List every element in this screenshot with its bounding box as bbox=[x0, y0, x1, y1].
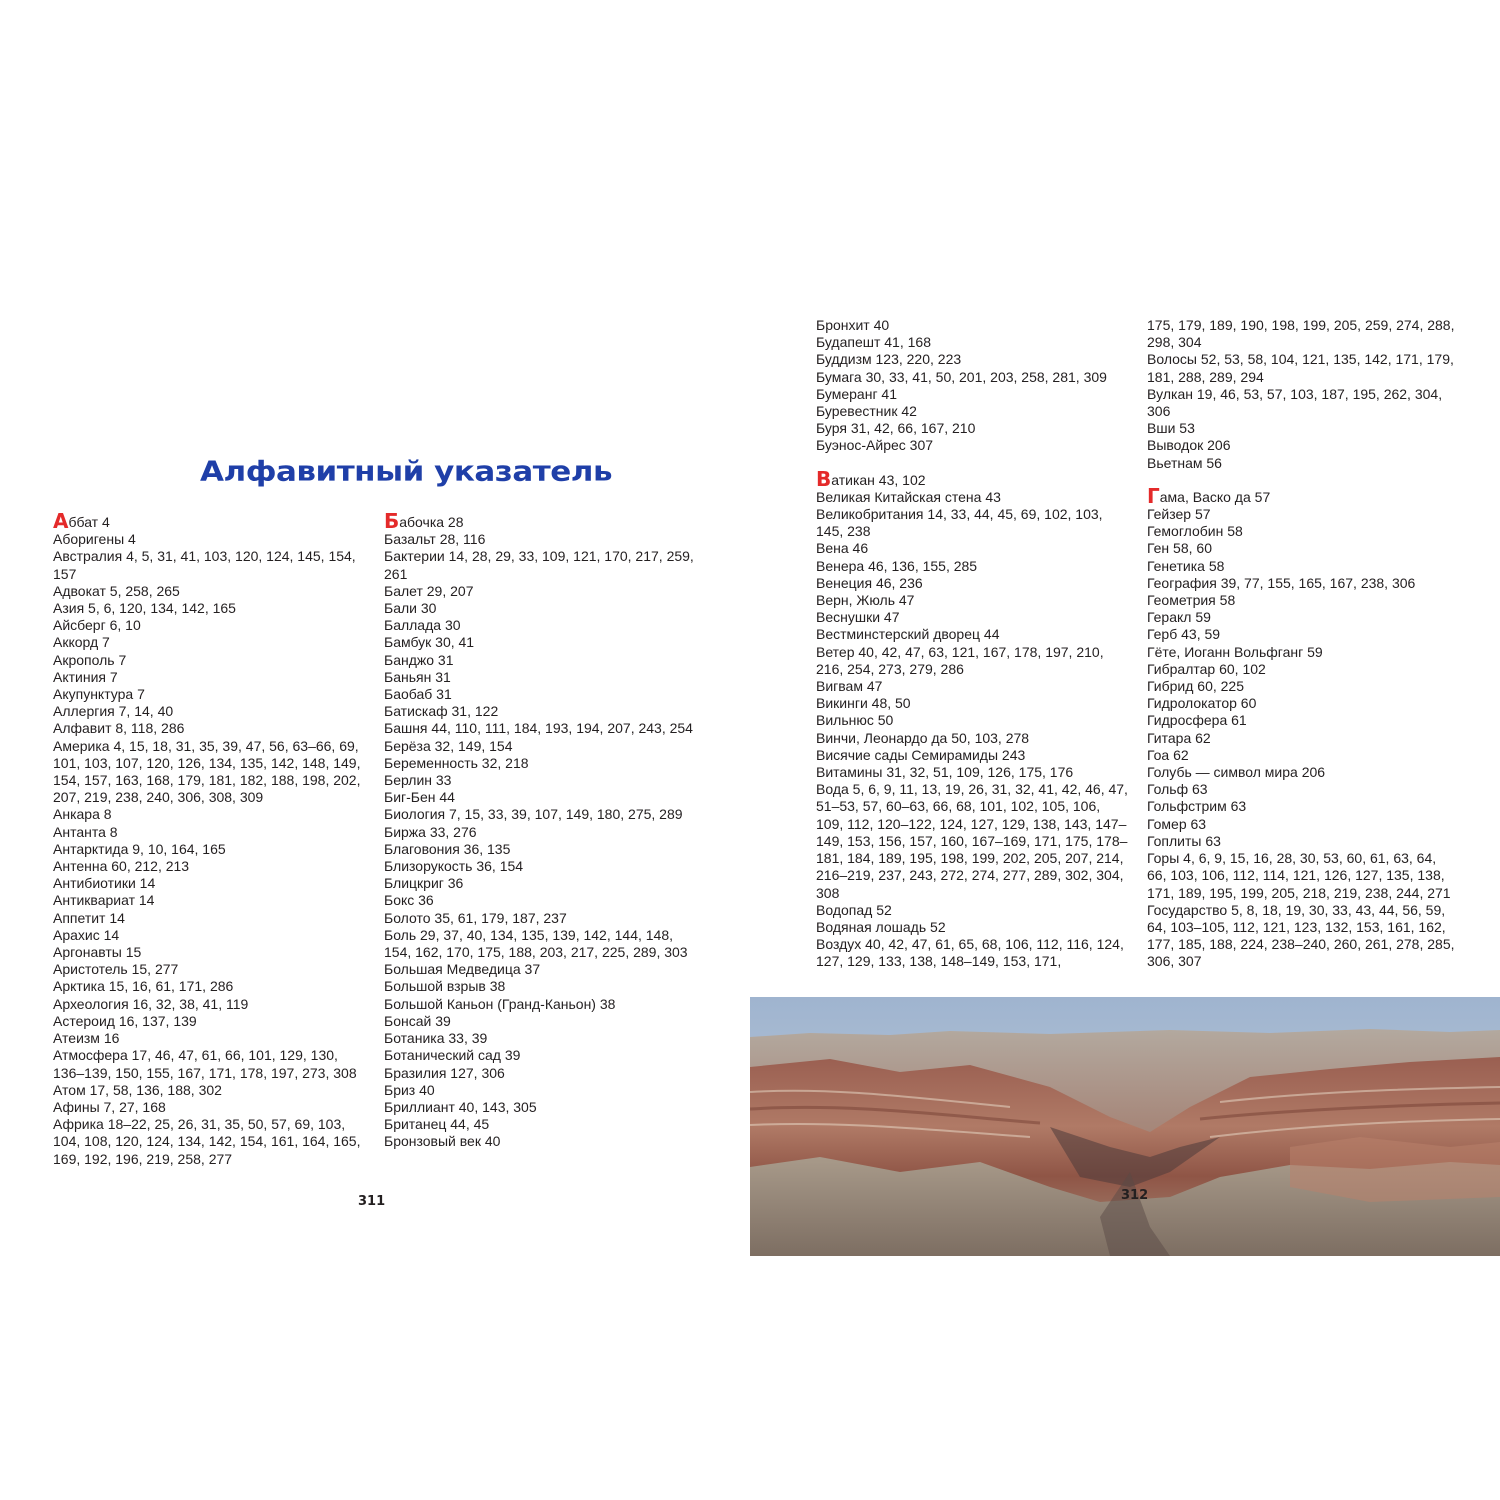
index-entry-text: Ботаника 33, 39 bbox=[384, 1030, 488, 1047]
index-entry bbox=[384, 1013, 696, 1030]
index-entry-text: Гибралтар 60, 102 bbox=[1147, 660, 1266, 677]
index-entry bbox=[384, 892, 696, 909]
index-entry bbox=[1147, 523, 1459, 540]
index-entry bbox=[816, 747, 1128, 764]
index-entry bbox=[53, 583, 365, 600]
index-entry-text: Берлин 33 bbox=[384, 772, 452, 789]
index-entry bbox=[53, 531, 365, 548]
index-entry bbox=[384, 1030, 696, 1047]
index-entry bbox=[384, 1082, 696, 1099]
index-entry-text: Баллада 30 bbox=[384, 617, 461, 634]
index-entry bbox=[1147, 483, 1459, 508]
index-entry-text: Венера 46, 136, 155, 285 bbox=[816, 557, 978, 574]
index-entry-text: Витамины 31, 32, 51, 109, 126, 175, 176 bbox=[816, 764, 1074, 781]
index-entry bbox=[53, 875, 365, 892]
index-entry-text: Арктика 15, 16, 61, 171, 286 bbox=[53, 978, 234, 995]
section-initial-letter: Б bbox=[384, 509, 400, 533]
index-entry-text: Буря 31, 42, 66, 167, 210 bbox=[816, 420, 976, 437]
index-entry bbox=[53, 978, 365, 995]
index-entry-text: атикан 43, 102 bbox=[831, 471, 926, 488]
index-entry bbox=[816, 678, 1128, 695]
index-entry-text: Бонсай 39 bbox=[384, 1012, 451, 1029]
index-entry bbox=[53, 910, 365, 927]
index-column-2 bbox=[384, 509, 696, 1151]
index-entry bbox=[1147, 317, 1459, 351]
index-entry bbox=[384, 1065, 696, 1082]
index-entry-text: Атом 17, 58, 136, 188, 302 bbox=[53, 1081, 222, 1098]
index-entry bbox=[1147, 626, 1459, 643]
index-entry bbox=[53, 944, 365, 961]
page-number-right: 312 bbox=[1121, 1188, 1149, 1203]
index-entry bbox=[384, 669, 696, 686]
index-entry bbox=[816, 369, 1128, 386]
index-entry bbox=[53, 858, 365, 875]
index-letter-group bbox=[1147, 483, 1459, 971]
page-title: Алфавитный указатель bbox=[200, 456, 613, 488]
index-column-1 bbox=[53, 509, 365, 1168]
index-entry-text: Гибрид 60, 225 bbox=[1147, 678, 1245, 695]
index-entry bbox=[1147, 661, 1459, 678]
index-entry bbox=[384, 509, 696, 533]
index-entry bbox=[816, 712, 1128, 729]
index-entry-text: Баобаб 31 bbox=[384, 686, 452, 703]
index-entry-text: Выводок 206 bbox=[1147, 437, 1231, 454]
index-entry-text: Аристотель 15, 277 bbox=[53, 961, 179, 978]
index-entry bbox=[816, 420, 1128, 437]
index-entry bbox=[1147, 455, 1459, 472]
index-entry bbox=[816, 936, 1128, 970]
index-entry-text: Актиния 7 bbox=[53, 668, 118, 685]
index-entry bbox=[384, 652, 696, 669]
index-entry bbox=[53, 509, 365, 533]
index-entry bbox=[384, 617, 696, 634]
index-entry-text: Винчи, Леонардо да 50, 103, 278 bbox=[816, 729, 1030, 746]
index-entry bbox=[1147, 351, 1459, 385]
index-entry-text: Великобритания 14, 33, 44, 45, 69, 102, 103, 145, 238 bbox=[816, 506, 1103, 540]
index-entry bbox=[53, 738, 365, 807]
index-entry-text: Бриз 40 bbox=[384, 1081, 435, 1098]
index-entry-text: Баньян 31 bbox=[384, 668, 451, 685]
index-entry-text: Блицкриг 36 bbox=[384, 875, 464, 892]
index-entry-text: Венеция 46, 236 bbox=[816, 574, 923, 591]
index-entry bbox=[816, 781, 1128, 901]
index-entry-text: Бамбук 30, 41 bbox=[384, 634, 475, 651]
index-entry-text: Большой взрыв 38 bbox=[384, 978, 506, 995]
index-entry-text: Горы 4, 6, 9, 15, 16, 28, 30, 53, 60, 61, 63, 64, 66, 103, 106, 112, 114, 121, 126, 127, 135, 138, 171, 189, 195, 199, 205, 218, 219, 238, 244, 271 bbox=[1147, 850, 1451, 901]
index-entry-text: Адвокат 5, 258, 265 bbox=[53, 582, 180, 599]
index-entry-text: Большая Медведица 37 bbox=[384, 961, 541, 978]
index-entry bbox=[816, 317, 1128, 334]
index-entry-text: Висячие сады Семирамиды 243 bbox=[816, 746, 1026, 763]
index-entry-text: Гидролокатор 60 bbox=[1147, 695, 1257, 712]
index-entry bbox=[1147, 730, 1459, 747]
index-entry bbox=[1147, 850, 1459, 902]
index-entry-text: Бумеранг 41 bbox=[816, 385, 898, 402]
index-entry-text: Бронзовый век 40 bbox=[384, 1133, 501, 1150]
grand-canyon-photo bbox=[750, 997, 1500, 1256]
index-entry bbox=[816, 575, 1128, 592]
index-entry-text: Гемоглобин 58 bbox=[1147, 523, 1243, 540]
index-entry-text: Азия 5, 6, 120, 134, 142, 165 bbox=[53, 600, 236, 617]
index-entry bbox=[384, 1133, 696, 1150]
index-entry bbox=[1147, 816, 1459, 833]
index-entry bbox=[1147, 575, 1459, 592]
index-entry bbox=[816, 730, 1128, 747]
index-entry bbox=[1147, 902, 1459, 971]
index-entry-text: Будапешт 41, 168 bbox=[816, 334, 931, 351]
index-entry-text: Ботанический сад 39 bbox=[384, 1047, 521, 1064]
index-entry bbox=[1147, 747, 1459, 764]
index-entry bbox=[53, 617, 365, 634]
index-entry-text: Гидросфера 61 bbox=[1147, 712, 1247, 729]
index-letter-group bbox=[384, 509, 696, 1151]
index-entry-text: Водяная лошадь 52 bbox=[816, 918, 946, 935]
index-entry bbox=[384, 978, 696, 995]
index-entry-text: Вигвам 47 bbox=[816, 678, 883, 695]
index-entry-text: Акупунктура 7 bbox=[53, 686, 145, 703]
index-entry-text: Вода 5, 6, 9, 11, 13, 19, 26, 31, 32, 41, 42, 46, 47, 51–53, 57, 60–63, 66, 68, 101, 102, 105, 106, 109, 112, 120–122, 124, 127, 129, 138, 143, 147–149, 153, 156, 157, 160, 167–169, 171, 175, 178–181, 184, 189, 195, 198, 199, 202, 205, 207, 214, 216–219, 237, 243, 272, 274, 277, 289, 302, 304, 308 bbox=[816, 781, 1128, 901]
index-entry-text: Биг-Бен 44 bbox=[384, 789, 455, 806]
index-entry bbox=[816, 919, 1128, 936]
index-entry bbox=[384, 806, 696, 823]
index-entry-text: Бактерии 14, 28, 29, 33, 109, 121, 170, 217, 259, 261 bbox=[384, 548, 694, 582]
index-entry-text: Бронхит 40 bbox=[816, 317, 890, 333]
index-entry-text: ама, Васко да 57 bbox=[1159, 488, 1271, 505]
index-entry-text: Аккорд 7 bbox=[53, 634, 110, 651]
index-entry-text: Аборигены 4 bbox=[53, 531, 136, 548]
index-column-3 bbox=[816, 317, 1128, 971]
section-initial-letter: В bbox=[816, 466, 832, 491]
index-entry bbox=[1147, 798, 1459, 815]
index-entry-text: Бокс 36 bbox=[384, 892, 434, 909]
index-entry bbox=[53, 1082, 365, 1099]
index-entry-text: Британец 44, 45 bbox=[384, 1116, 490, 1133]
index-entry-text: Башня 44, 110, 111, 184, 193, 194, 207, 243, 254 bbox=[384, 720, 693, 737]
index-letter-group bbox=[816, 466, 1128, 971]
index-entry bbox=[1147, 764, 1459, 781]
index-entry-text: Аллергия 7, 14, 40 bbox=[53, 703, 174, 720]
index-entry bbox=[384, 910, 696, 927]
index-entry-text: Биржа 33, 276 bbox=[384, 823, 477, 840]
index-entry-text: Веснушки 47 bbox=[816, 609, 900, 626]
index-entry bbox=[384, 875, 696, 892]
index-entry bbox=[384, 548, 696, 582]
index-entry bbox=[1147, 678, 1459, 695]
index-entry-text: Атеизм 16 bbox=[53, 1030, 120, 1047]
index-entry-text: Буревестник 42 bbox=[816, 403, 917, 420]
section-initial-letter: Г bbox=[1147, 483, 1160, 508]
index-entry bbox=[384, 634, 696, 651]
index-entry bbox=[1147, 506, 1459, 523]
index-entry bbox=[816, 558, 1128, 575]
index-entry-text: Бриллиант 40, 143, 305 bbox=[384, 1098, 537, 1115]
index-entry bbox=[816, 592, 1128, 609]
index-entry-text: Ветер 40, 42, 47, 63, 121, 167, 178, 197, 210, 216, 254, 273, 279, 286 bbox=[816, 643, 1104, 677]
index-entry-text: Вестминстерский дворец 44 bbox=[816, 626, 1000, 643]
index-entry-text: Геометрия 58 bbox=[1147, 592, 1236, 609]
index-entry bbox=[53, 703, 365, 720]
index-entry bbox=[816, 695, 1128, 712]
page-number-left: 311 bbox=[358, 1194, 386, 1209]
index-entry bbox=[384, 927, 696, 961]
index-entry bbox=[1147, 695, 1459, 712]
index-entry bbox=[53, 841, 365, 858]
index-entry-text: Водопад 52 bbox=[816, 901, 892, 918]
index-entry bbox=[384, 824, 696, 841]
index-entry bbox=[53, 1047, 365, 1081]
index-entry-text: Боль 29, 37, 40, 134, 135, 139, 142, 144, 148, 154, 162, 170, 175, 188, 203, 217, 225, 289, 303 bbox=[384, 926, 688, 961]
index-entry-text: Балет 29, 207 bbox=[384, 582, 474, 599]
index-entry bbox=[816, 466, 1128, 491]
index-entry-text: Беременность 32, 218 bbox=[384, 754, 529, 771]
index-entry bbox=[384, 1099, 696, 1116]
index-entry bbox=[384, 789, 696, 806]
index-entry-text: Вши 53 bbox=[1147, 420, 1195, 437]
index-entry-text: Геракл 59 bbox=[1147, 609, 1211, 626]
index-entry-text: Волосы 52, 53, 58, 104, 121, 135, 142, 171, 179, 181, 288, 289, 294 bbox=[1147, 351, 1454, 385]
index-entry-text: Воздух 40, 42, 47, 61, 65, 68, 106, 112, 116, 124, 127, 129, 133, 138, 148–149, 153, 171, bbox=[816, 936, 1124, 970]
index-entry-text: Бумага 30, 33, 41, 50, 201, 203, 258, 281, 309 bbox=[816, 368, 1107, 385]
index-entry bbox=[384, 1047, 696, 1064]
index-entry-text: Акрополь 7 bbox=[53, 651, 127, 668]
index-entry-text: Болото 35, 61, 179, 187, 237 bbox=[384, 909, 567, 926]
index-entry bbox=[384, 583, 696, 600]
index-entry-text: Алфавит 8, 118, 286 bbox=[53, 720, 185, 737]
index-entry bbox=[53, 892, 365, 909]
index-entry-text: География 39, 77, 155, 165, 167, 238, 306 bbox=[1147, 574, 1416, 591]
index-entry bbox=[384, 720, 696, 737]
index-entry-text: 175, 179, 189, 190, 198, 199, 205, 259, 274, 288, 298, 304 bbox=[1147, 317, 1455, 351]
index-entry bbox=[53, 1013, 365, 1030]
index-entry-text: Аргонавты 15 bbox=[53, 944, 142, 961]
index-entry-text: Бразилия 127, 306 bbox=[384, 1064, 505, 1081]
index-entry-text: Голубь — символ мира 206 bbox=[1147, 764, 1326, 781]
index-entry bbox=[1147, 781, 1459, 798]
index-entry-text: абочка 28 bbox=[399, 514, 464, 530]
index-entry bbox=[384, 600, 696, 617]
index-entry bbox=[816, 403, 1128, 420]
index-entry bbox=[1147, 644, 1459, 661]
section-initial-letter: А bbox=[53, 509, 69, 533]
index-entry-text: Астероид 16, 137, 139 bbox=[53, 1012, 197, 1029]
index-entry bbox=[1147, 386, 1459, 420]
index-entry bbox=[53, 806, 365, 823]
index-entry-text: Гольф 63 bbox=[1147, 781, 1208, 798]
index-entry bbox=[384, 686, 696, 703]
index-entry-text: Гоплиты 63 bbox=[1147, 832, 1221, 849]
index-entry bbox=[1147, 833, 1459, 850]
index-entry-text: Антиквариат 14 bbox=[53, 892, 155, 909]
index-entry bbox=[816, 764, 1128, 781]
index-entry-text: Вильнюс 50 bbox=[816, 712, 894, 729]
index-entry bbox=[384, 531, 696, 548]
index-entry-text: Государство 5, 8, 18, 19, 30, 33, 43, 44, 56, 59, 64, 103–105, 112, 121, 123, 132, 153, 161, 162, 177, 185, 188, 224, 238–240, 260, 261, 278, 285, 306, 307 bbox=[1147, 901, 1455, 970]
index-entry-text: Айсберг 6, 10 bbox=[53, 617, 141, 634]
index-entry bbox=[1147, 558, 1459, 575]
index-entry-text: Гёте, Иоганн Вольфганг 59 bbox=[1147, 643, 1323, 660]
index-entry-text: Бали 30 bbox=[384, 600, 437, 617]
index-entry-text: Антенна 60, 212, 213 bbox=[53, 858, 190, 875]
index-entry bbox=[53, 669, 365, 686]
index-entry bbox=[816, 644, 1128, 678]
index-entry-text: Афины 7, 27, 168 bbox=[53, 1098, 166, 1115]
index-entry-text: Атмосфера 17, 46, 47, 61, 66, 101, 129, 130, 136–139, 150, 155, 167, 171, 178, 197, 273, 308 bbox=[53, 1047, 357, 1081]
index-entry-text: Вулкан 19, 46, 53, 57, 103, 187, 195, 262, 304, 306 bbox=[1147, 385, 1443, 420]
index-entry bbox=[1147, 420, 1459, 437]
index-entry bbox=[384, 1116, 696, 1133]
index-entry bbox=[1147, 540, 1459, 557]
index-entry bbox=[53, 686, 365, 703]
index-entry-text: ббат 4 bbox=[68, 514, 110, 530]
index-entry-text: Верн, Жюль 47 bbox=[816, 592, 915, 609]
index-entry bbox=[53, 1116, 365, 1168]
index-entry bbox=[384, 961, 696, 978]
index-entry-text: Археология 16, 32, 38, 41, 119 bbox=[53, 995, 249, 1012]
index-letter-group bbox=[53, 509, 365, 1168]
index-entry bbox=[53, 927, 365, 944]
index-entry bbox=[53, 1030, 365, 1047]
index-entry bbox=[53, 600, 365, 617]
index-entry bbox=[53, 634, 365, 651]
index-entry-text: Великая Китайская стена 43 bbox=[816, 488, 1001, 505]
index-entry-text: Буэнос-Айрес 307 bbox=[816, 437, 934, 454]
index-entry bbox=[53, 961, 365, 978]
index-entry bbox=[816, 626, 1128, 643]
index-entry bbox=[384, 858, 696, 875]
index-entry-text: Америка 4, 15, 18, 31, 35, 39, 47, 56, 63–66, 69, 101, 103, 107, 120, 126, 134, 135, 142, 148, 149, 154, 157, 163, 168, 179, 181, 182, 188, 198, 202, 207, 219, 238, 240, 306, 308, 309 bbox=[53, 737, 361, 806]
index-entry-text: Арахис 14 bbox=[53, 926, 120, 943]
index-entry bbox=[384, 755, 696, 772]
index-entry-text: Банджо 31 bbox=[384, 651, 454, 668]
index-entry bbox=[384, 738, 696, 755]
index-entry-text: Батискаф 31, 122 bbox=[384, 703, 499, 720]
index-entry-text: Вена 46 bbox=[816, 540, 869, 557]
index-entry-text: Африка 18–22, 25, 26, 31, 35, 50, 57, 69, 103, 104, 108, 120, 124, 134, 142, 154, 161, 164, 165, 169, 192, 196, 219, 258, 277 bbox=[53, 1116, 361, 1167]
index-entry bbox=[1147, 609, 1459, 626]
index-entry bbox=[53, 824, 365, 841]
index-entry bbox=[53, 652, 365, 669]
index-entry bbox=[1147, 712, 1459, 729]
index-entry bbox=[53, 1099, 365, 1116]
index-entry bbox=[816, 334, 1128, 351]
index-entry-text: Антанта 8 bbox=[53, 823, 118, 840]
index-entry-text: Вьетнам 56 bbox=[1147, 454, 1222, 471]
index-entry-text: Благовония 36, 135 bbox=[384, 840, 511, 857]
index-entry bbox=[816, 386, 1128, 403]
index-entry bbox=[53, 996, 365, 1013]
index-letter-group bbox=[1147, 317, 1459, 472]
index-entry-text: Анкара 8 bbox=[53, 806, 112, 823]
index-entry bbox=[816, 609, 1128, 626]
index-entry-text: Аппетит 14 bbox=[53, 909, 125, 926]
index-entry-text: Буддизм 123, 220, 223 bbox=[816, 351, 962, 368]
index-entry bbox=[816, 506, 1128, 540]
index-entry-text: Гольфстрим 63 bbox=[1147, 798, 1247, 815]
index-entry-text: Большой Каньон (Гранд-Каньон) 38 bbox=[384, 995, 616, 1012]
index-entry-text: Близорукость 36, 154 bbox=[384, 858, 524, 875]
index-entry-text: Гомер 63 bbox=[1147, 815, 1207, 832]
index-entry bbox=[816, 540, 1128, 557]
index-entry-text: Базальт 28, 116 bbox=[384, 531, 486, 548]
index-entry-text: Гейзер 57 bbox=[1147, 506, 1211, 523]
index-entry bbox=[384, 996, 696, 1013]
index-entry-text: Герб 43, 59 bbox=[1147, 626, 1221, 643]
index-entry bbox=[816, 902, 1128, 919]
index-entry bbox=[53, 720, 365, 737]
index-entry bbox=[53, 548, 365, 582]
index-entry-text: Биология 7, 15, 33, 39, 107, 149, 180, 275, 289 bbox=[384, 806, 683, 823]
index-entry bbox=[1147, 437, 1459, 454]
index-entry bbox=[816, 489, 1128, 506]
index-entry-text: Викинги 48, 50 bbox=[816, 695, 911, 712]
index-entry bbox=[384, 703, 696, 720]
index-entry-text: Генетика 58 bbox=[1147, 557, 1225, 574]
index-entry bbox=[816, 351, 1128, 368]
index-entry-text: Австралия 4, 5, 31, 41, 103, 120, 124, 145, 154, 157 bbox=[53, 548, 356, 582]
index-entry-text: Антарктида 9, 10, 164, 165 bbox=[53, 840, 226, 857]
index-entry bbox=[384, 772, 696, 789]
index-column-4 bbox=[1147, 317, 1459, 971]
index-entry-text: Гоа 62 bbox=[1147, 746, 1189, 763]
index-entry-text: Берёза 32, 149, 154 bbox=[384, 737, 513, 754]
index-entry-text: Антибиотики 14 bbox=[53, 875, 156, 892]
index-entry-text: Ген 58, 60 bbox=[1147, 540, 1212, 557]
index-entry bbox=[1147, 592, 1459, 609]
index-entry bbox=[384, 841, 696, 858]
index-letter-group bbox=[816, 317, 1128, 455]
index-entry-text: Гитара 62 bbox=[1147, 729, 1211, 746]
index-entry bbox=[816, 437, 1128, 454]
